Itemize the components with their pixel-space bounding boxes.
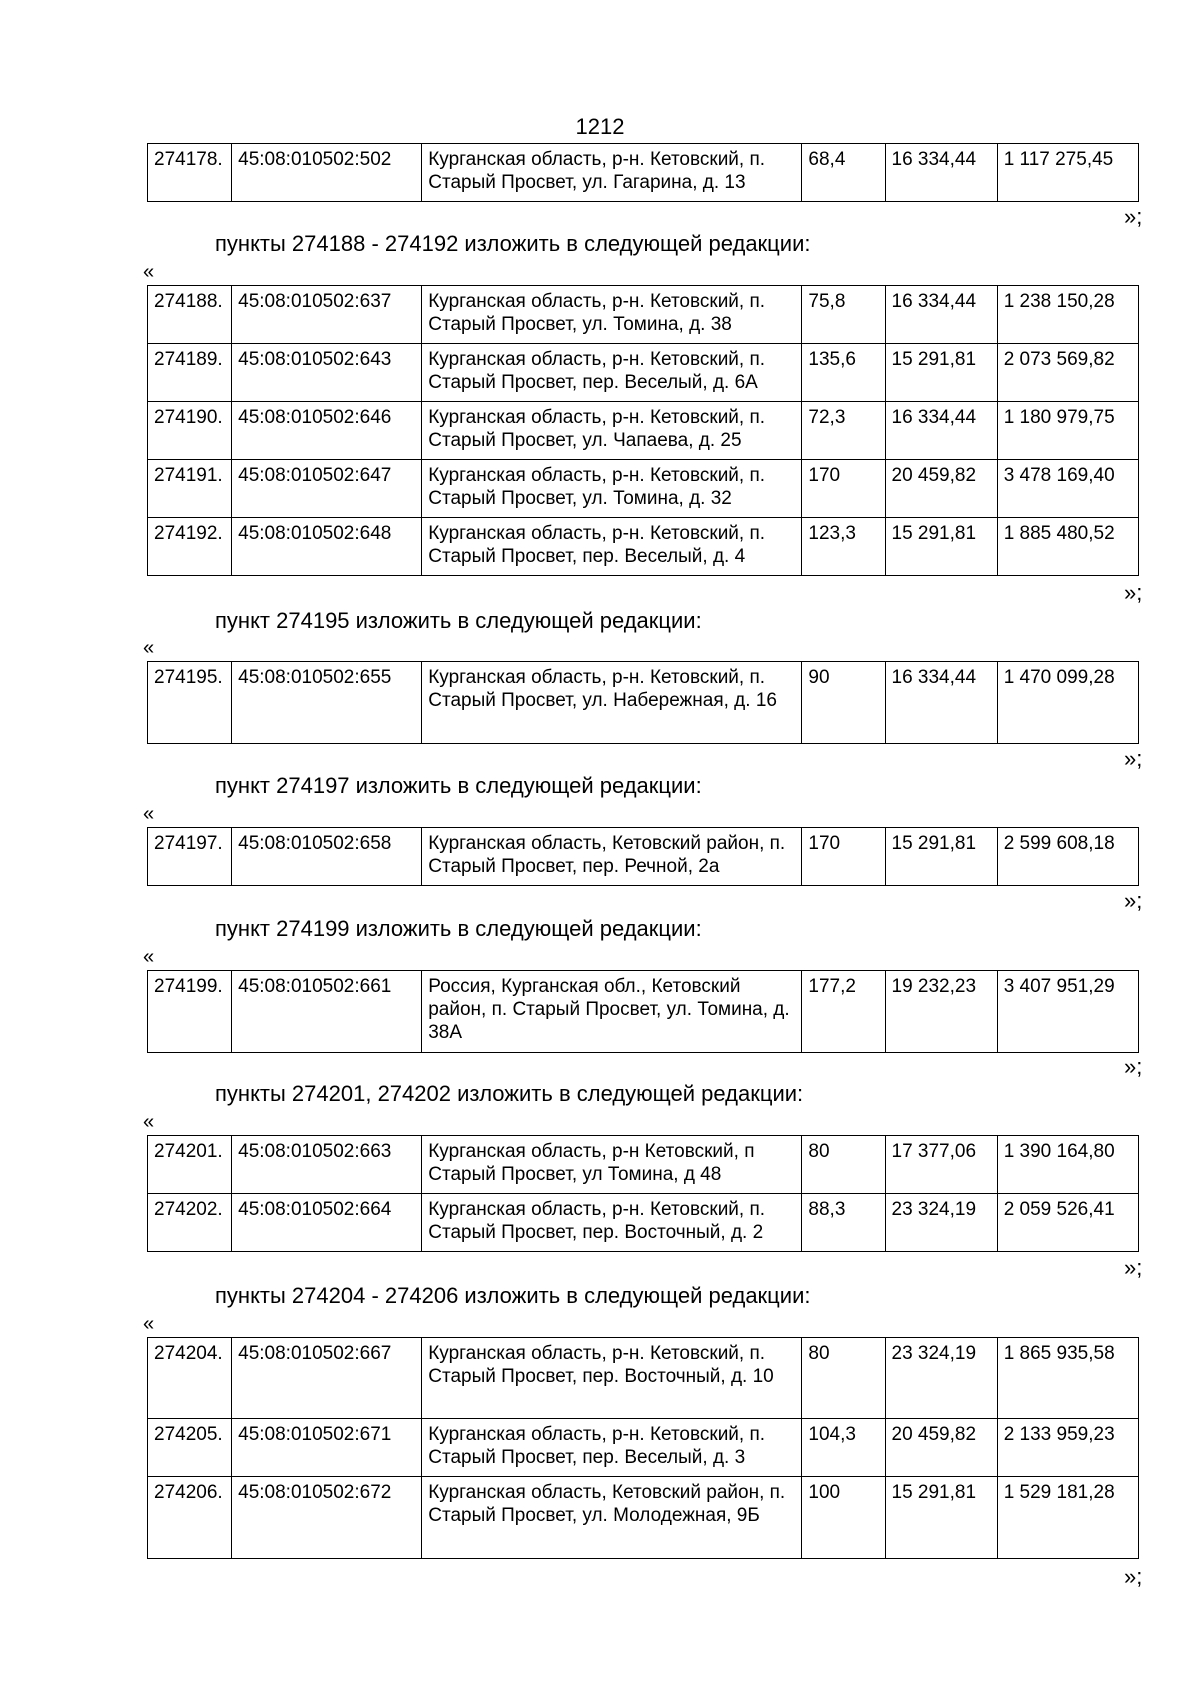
opening-quote: « <box>143 946 155 968</box>
cell-address: Курганская область, р-н. Кетовский, п. Старый Просвет, ул. Томина, д. 38 <box>422 286 802 344</box>
instruction-text: пункт 274197 изложить в следующей редакции: <box>215 773 702 798</box>
cell-area: 72,3 <box>802 402 885 460</box>
cell-area: 80 <box>802 1136 885 1194</box>
cell-rate: 19 232,23 <box>885 971 997 1053</box>
cell-rate: 15 291,81 <box>885 518 997 576</box>
cell-area: 68,4 <box>802 144 885 202</box>
closing-quote: »; <box>1124 580 1143 605</box>
cell-number: 274191. <box>148 460 232 518</box>
cell-cadastral: 45:08:010502:671 <box>232 1419 422 1477</box>
cell-number: 274202. <box>148 1194 232 1252</box>
closing-quote: »; <box>1124 746 1143 771</box>
instruction-text: пункт 274195 изложить в следующей редакции: <box>215 608 702 633</box>
cell-cadastral: 45:08:010502:661 <box>232 971 422 1053</box>
table-row <box>148 518 1139 576</box>
cell-cadastral: 45:08:010502:655 <box>232 662 422 744</box>
cell-number: 274205. <box>148 1419 232 1477</box>
page-number: 1212 <box>575 114 625 139</box>
cell-value: 1 865 935,58 <box>997 1338 1138 1419</box>
cell-value: 1 390 164,80 <box>997 1136 1138 1194</box>
cell-rate: 15 291,81 <box>885 1477 997 1559</box>
cell-area: 135,6 <box>802 344 885 402</box>
cell-cadastral: 45:08:010502:672 <box>232 1477 422 1559</box>
cell-value: 2 599 608,18 <box>997 828 1138 886</box>
cell-cadastral: 45:08:010502:646 <box>232 402 422 460</box>
cell-rate: 20 459,82 <box>885 1419 997 1477</box>
cell-cadastral: 45:08:010502:663 <box>232 1136 422 1194</box>
cell-number: 274195. <box>148 662 232 744</box>
cell-area: 80 <box>802 1338 885 1419</box>
table-block-274201 <box>147 1135 1139 1252</box>
cell-address: Курганская область, р-н. Кетовский, п. Старый Просвет, пер. Веселый, д. 4 <box>422 518 802 576</box>
cell-number: 274189. <box>148 344 232 402</box>
cell-cadastral: 45:08:010502:643 <box>232 344 422 402</box>
cell-number: 274197. <box>148 828 232 886</box>
cell-value: 2 133 959,23 <box>997 1419 1138 1477</box>
cell-area: 123,3 <box>802 518 885 576</box>
instruction-text: пункты 274201, 274202 изложить в следующей редакции: <box>215 1081 804 1106</box>
cell-address: Курганская область, Кетовский район, п. Старый Просвет, ул. Молодежная, 9Б <box>422 1477 802 1559</box>
cell-number: 274188. <box>148 286 232 344</box>
cell-cadastral: 45:08:010502:667 <box>232 1338 422 1419</box>
cell-cadastral: 45:08:010502:502 <box>232 144 422 202</box>
cell-value: 1 180 979,75 <box>997 402 1138 460</box>
cell-value: 1 238 150,28 <box>997 286 1138 344</box>
table-block-274199 <box>147 970 1139 1053</box>
cell-address: Курганская область, р-н. Кетовский, п. Старый Просвет, ул. Гагарина, д. 13 <box>422 144 802 202</box>
cell-address: Курганская область, р-н. Кетовский, п. Старый Просвет, ул. Чапаева, д. 25 <box>422 402 802 460</box>
cell-cadastral: 45:08:010502:637 <box>232 286 422 344</box>
cell-address: Курганская область, р-н. Кетовский, п. Старый Просвет, пер. Веселый, д. 6А <box>422 344 802 402</box>
cell-rate: 16 334,44 <box>885 402 997 460</box>
cell-value: 1 885 480,52 <box>997 518 1138 576</box>
table-block-274195 <box>147 661 1139 744</box>
opening-quote: « <box>143 261 155 283</box>
cell-area: 104,3 <box>802 1419 885 1477</box>
closing-quote: »; <box>1124 204 1143 229</box>
cell-number: 274201. <box>148 1136 232 1194</box>
opening-quote: « <box>143 637 155 659</box>
cell-area: 88,3 <box>802 1194 885 1252</box>
cell-rate: 16 334,44 <box>885 286 997 344</box>
cell-area: 100 <box>802 1477 885 1559</box>
cell-number: 274192. <box>148 518 232 576</box>
cell-rate: 23 324,19 <box>885 1194 997 1252</box>
instruction-text: пункты 274204 - 274206 изложить в следующей редакции: <box>215 1283 811 1308</box>
cell-number: 274190. <box>148 402 232 460</box>
cell-rate: 20 459,82 <box>885 460 997 518</box>
cell-area: 90 <box>802 662 885 744</box>
cell-rate: 17 377,06 <box>885 1136 997 1194</box>
table-block-274204 <box>147 1337 1139 1559</box>
table-row <box>148 144 1139 202</box>
cell-number: 274199. <box>148 971 232 1053</box>
cell-value: 1 117 275,45 <box>997 144 1138 202</box>
table-row <box>148 460 1139 518</box>
table-row <box>148 286 1139 344</box>
cell-value: 3 478 169,40 <box>997 460 1138 518</box>
cell-address: Курганская область, р-н Кетовский, п Старый Просвет, ул Томина, д 48 <box>422 1136 802 1194</box>
table-block-274178 <box>147 143 1139 202</box>
closing-quote: »; <box>1124 888 1143 913</box>
opening-quote: « <box>143 1313 155 1335</box>
table-row <box>148 344 1139 402</box>
cell-address: Курганская область, р-н. Кетовский, п. Старый Просвет, ул. Томина, д. 32 <box>422 460 802 518</box>
cell-number: 274204. <box>148 1338 232 1419</box>
table-row <box>148 1194 1139 1252</box>
cell-number: 274178. <box>148 144 232 202</box>
closing-quote: »; <box>1124 1564 1143 1589</box>
cell-rate: 16 334,44 <box>885 144 997 202</box>
closing-quote: »; <box>1124 1255 1143 1280</box>
cell-value: 2 073 569,82 <box>997 344 1138 402</box>
table-row <box>148 971 1139 1053</box>
instruction-text: пункт 274199 изложить в следующей редакции: <box>215 916 702 941</box>
cell-cadastral: 45:08:010502:658 <box>232 828 422 886</box>
cell-value: 2 059 526,41 <box>997 1194 1138 1252</box>
cell-value: 1 529 181,28 <box>997 1477 1138 1559</box>
cell-address: Курганская область, р-н. Кетовский, п. Старый Просвет, пер. Восточный, д. 2 <box>422 1194 802 1252</box>
table-row <box>148 662 1139 744</box>
cell-rate: 16 334,44 <box>885 662 997 744</box>
cell-rate: 23 324,19 <box>885 1338 997 1419</box>
table-row <box>148 1477 1139 1559</box>
cell-number: 274206. <box>148 1477 232 1559</box>
table-row <box>148 1136 1139 1194</box>
table-row <box>148 402 1139 460</box>
table-block-274197 <box>147 827 1139 886</box>
cell-address: Россия, Курганская обл., Кетовский район, п. Старый Просвет, ул. Томина, д. 38А <box>422 971 802 1053</box>
cell-value: 1 470 099,28 <box>997 662 1138 744</box>
cell-value: 3 407 951,29 <box>997 971 1138 1053</box>
cell-cadastral: 45:08:010502:647 <box>232 460 422 518</box>
opening-quote: « <box>143 1111 155 1133</box>
cell-address: Курганская область, р-н. Кетовский, п. Старый Просвет, ул. Набережная, д. 16 <box>422 662 802 744</box>
cell-rate: 15 291,81 <box>885 828 997 886</box>
closing-quote: »; <box>1124 1054 1143 1079</box>
cell-area: 170 <box>802 460 885 518</box>
cell-address: Курганская область, р-н. Кетовский, п. Старый Просвет, пер. Веселый, д. 3 <box>422 1419 802 1477</box>
cell-area: 170 <box>802 828 885 886</box>
cell-area: 75,8 <box>802 286 885 344</box>
cell-cadastral: 45:08:010502:664 <box>232 1194 422 1252</box>
cell-address: Курганская область, Кетовский район, п. Старый Просвет, пер. Речной, 2а <box>422 828 802 886</box>
cell-cadastral: 45:08:010502:648 <box>232 518 422 576</box>
table-row <box>148 1419 1139 1477</box>
table-row <box>148 1338 1139 1419</box>
cell-address: Курганская область, р-н. Кетовский, п. Старый Просвет, пер. Восточный, д. 10 <box>422 1338 802 1419</box>
cell-area: 177,2 <box>802 971 885 1053</box>
cell-rate: 15 291,81 <box>885 344 997 402</box>
table-row <box>148 828 1139 886</box>
instruction-text: пункты 274188 - 274192 изложить в следующей редакции: <box>215 231 811 256</box>
opening-quote: « <box>143 803 155 825</box>
table-block-274188 <box>147 285 1139 576</box>
